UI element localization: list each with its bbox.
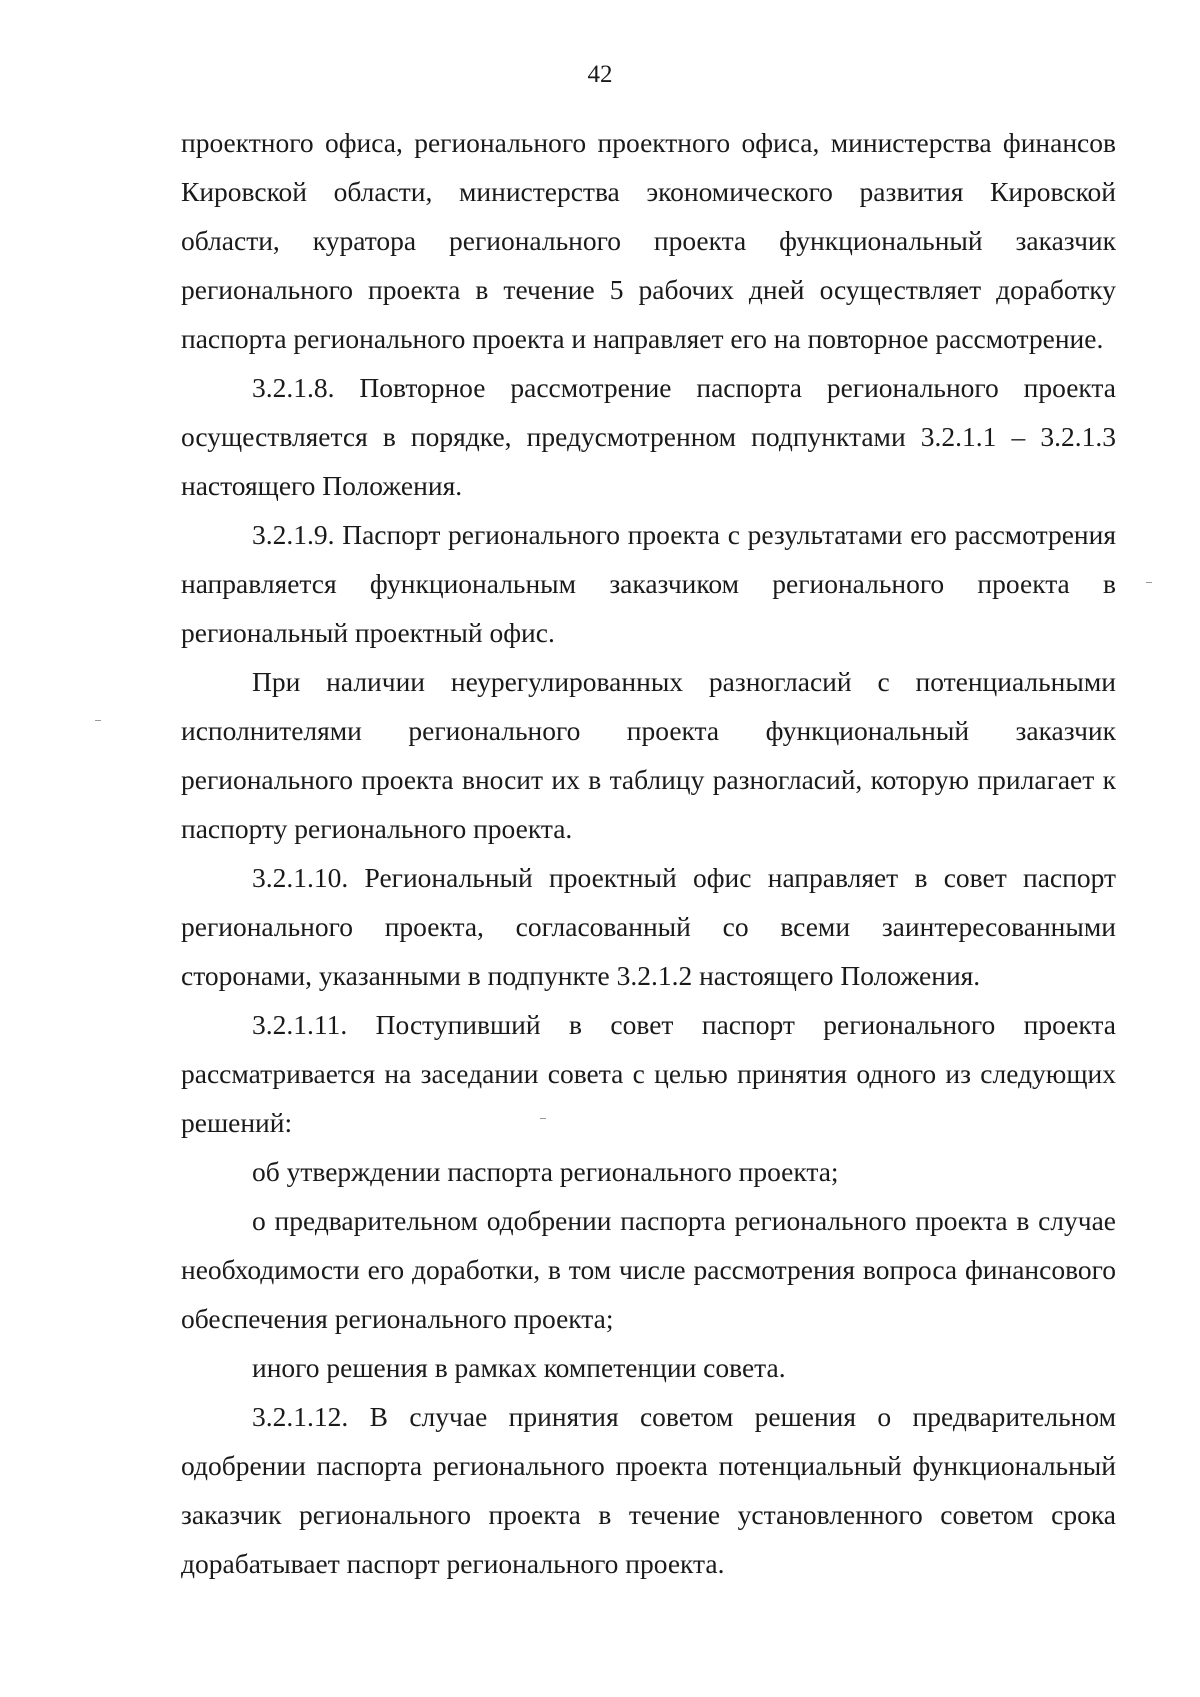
paragraph-3-2-1-8: 3.2.1.8. Повторное рассмотрение паспорта регионального проекта осуществляется в порядке, предусмотренном подпунктами 3.2.1.1 – 3.2.1.3 настоящего Положения. xyxy=(181,372,1116,501)
paragraph-3-2-1-11: 3.2.1.11. Поступивший в совет паспорт регионального проекта рассматривается на заседании совета с целью принятия одного из следующих решений: xyxy=(181,1009,1116,1138)
document-body xyxy=(181,118,1116,1588)
paragraph-continuation: проектного офиса, регионального проектного офиса, министерства финансов Кировской области, министерства экономического развития Кировской области, куратора регионального проекта функциональный заказчик регионального проекта в течение 5 рабочих дней осуществляет доработку паспорта регионального проекта и направляет его на повторное рассмотрение. xyxy=(181,127,1116,354)
scan-speck xyxy=(1146,582,1152,583)
paragraph-3-2-1-12: 3.2.1.12. В случае принятия советом решения о предварительном одобрении паспорта регионального проекта потенциальный функциональный заказчик регионального проекта в течение установленного советом срока дорабатывает паспорт регионального проекта. xyxy=(181,1401,1116,1579)
paragraph-disagreements: При наличии неурегулированных разногласий с потенциальными исполнителями регионального проекта функциональный заказчик регионального проекта вносит их в таблицу разногласий, которую прилагает к паспорту регионального проекта. xyxy=(181,666,1116,844)
scan-speck xyxy=(540,1118,546,1119)
scan-speck xyxy=(95,720,101,721)
paragraph-3-2-1-9: 3.2.1.9. Паспорт регионального проекта с результатами его рассмотрения направляется функциональным заказчиком регионального проекта в региональный проектный офис. xyxy=(181,519,1116,648)
list-item-other-decision: иного решения в рамках компетенции совета. xyxy=(252,1352,786,1383)
list-item-preliminary-approval: о предварительном одобрении паспорта регионального проекта в случае необходимости его доработки, в том числе рассмотрения вопроса финансового обеспечения регионального проекта; xyxy=(181,1205,1116,1334)
list-item-approval: об утверждении паспорта регионального проекта; xyxy=(252,1156,839,1187)
paragraph-3-2-1-10: 3.2.1.10. Региональный проектный офис направляет в совет паспорт регионального проекта, согласованный со всеми заинтересованными сторонами, указанными в подпункте 3.2.1.2 настоящего Положения. xyxy=(181,862,1116,991)
page-number: 42 xyxy=(587,61,613,88)
